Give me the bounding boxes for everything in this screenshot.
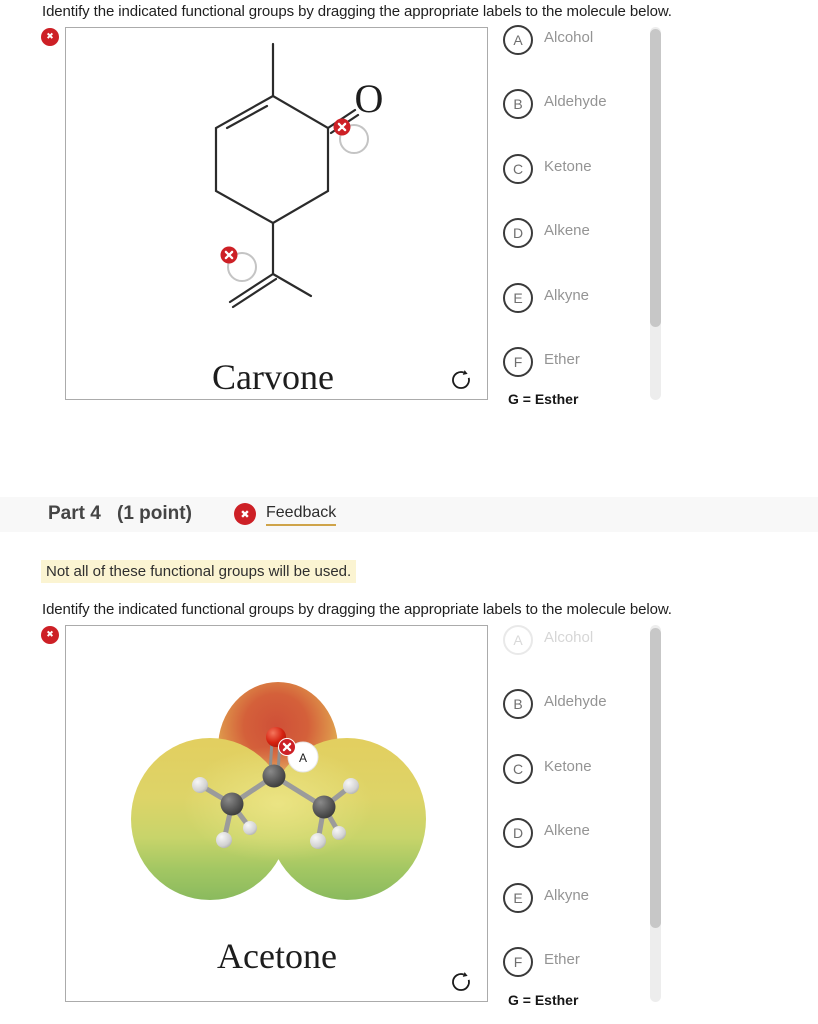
label-text: Aldehyde: [544, 92, 607, 110]
incorrect-icon: [279, 739, 296, 756]
label-letter-circle: C: [503, 154, 533, 184]
draggable-label-alcohol[interactable]: [503, 25, 593, 55]
label-text: Aldehyde: [544, 692, 607, 710]
label-letter-circle: F: [503, 347, 533, 377]
label-text: Alkyne: [544, 886, 590, 904]
label-text: Ether: [544, 350, 580, 368]
draggable-label-alkyne[interactable]: [503, 883, 589, 913]
label-letter-circle: E: [503, 883, 533, 913]
x-glyph: ✖: [46, 629, 54, 640]
scrollbar-track[interactable]: [650, 625, 661, 1002]
label-letter-circle: E: [503, 283, 533, 313]
x-glyph: ✖: [46, 31, 54, 42]
incorrect-icon: [334, 119, 351, 136]
part4-header-band: [0, 497, 818, 532]
scrollbar-thumb[interactable]: [650, 628, 661, 928]
reset-question-button[interactable]: [448, 367, 474, 393]
part-title: Part 4: [48, 503, 101, 524]
reset-question-button[interactable]: [448, 969, 474, 995]
draggable-label-alkene[interactable]: [503, 218, 590, 248]
svg-text:A: A: [298, 751, 308, 765]
molecule-name: Carvone: [212, 357, 334, 397]
draggable-label-ether[interactable]: [503, 947, 580, 977]
draggable-label-ether[interactable]: [503, 347, 580, 377]
part3-label-bank: [503, 27, 653, 437]
draggable-label-ketone[interactable]: [503, 154, 592, 184]
scrollbar-thumb[interactable]: [650, 29, 661, 327]
incorrect-icon: [221, 247, 238, 264]
draggable-label-alkene[interactable]: [503, 818, 590, 848]
label-text: Ketone: [544, 757, 592, 775]
extra-label-ester: G = Esther: [508, 992, 579, 1008]
acetone-3d-model: [66, 626, 487, 1001]
label-letter-circle: A: [503, 625, 533, 655]
refresh-icon: [449, 969, 473, 993]
label-text: Ketone: [544, 157, 592, 175]
notice-highlighted: Not all of these functional groups will be used.: [41, 560, 356, 583]
label-letter-circle: C: [503, 754, 533, 784]
part3-instruction: Identify the indicated functional groups by dragging the appropriate labels to the molecule below.: [42, 3, 672, 20]
label-text: Alkene: [544, 221, 590, 239]
incorrect-icon: [41, 28, 59, 46]
incorrect-icon: [234, 503, 256, 525]
label-letter-circle: D: [503, 218, 533, 248]
carvone-question-canvas: [65, 27, 488, 400]
molecule-name: Acetone: [217, 936, 337, 976]
x-glyph: ✖: [240, 507, 250, 521]
part-points: (1 point): [117, 503, 192, 524]
incorrect-icon: [41, 626, 59, 644]
label-text: Ether: [544, 950, 580, 968]
part4-label-bank: [503, 625, 653, 1024]
label-letter-circle: A: [503, 25, 533, 55]
label-text: Alkyne: [544, 286, 590, 304]
feedback-link[interactable]: Feedback: [266, 504, 336, 526]
acetone-question-canvas: [65, 625, 488, 1002]
label-text: Alkene: [544, 821, 590, 839]
refresh-icon: [449, 367, 473, 391]
label-letter-circle: F: [503, 947, 533, 977]
carvone-structure: [66, 28, 487, 399]
oxygen-atom-label: O: [354, 76, 384, 121]
draggable-label-alkyne[interactable]: [503, 283, 589, 313]
part4-instruction: Identify the indicated functional groups by dragging the appropriate labels to the molecule below.: [42, 601, 672, 618]
label-letter-circle: D: [503, 818, 533, 848]
extra-label-ester: G = Esther: [508, 391, 579, 407]
scrollbar-track[interactable]: [650, 27, 661, 400]
label-letter-circle: B: [503, 89, 533, 119]
label-text: Alcohol: [544, 628, 594, 646]
draggable-label-alcohol[interactable]: [503, 625, 593, 655]
draggable-label-aldehyde[interactable]: [503, 689, 607, 719]
draggable-label-ketone[interactable]: [503, 754, 592, 784]
label-letter-circle: B: [503, 689, 533, 719]
draggable-label-aldehyde[interactable]: [503, 89, 607, 119]
carvone-bonds: [216, 44, 358, 307]
electrostatic-surface: [131, 682, 426, 900]
label-text: Alcohol: [544, 28, 594, 46]
